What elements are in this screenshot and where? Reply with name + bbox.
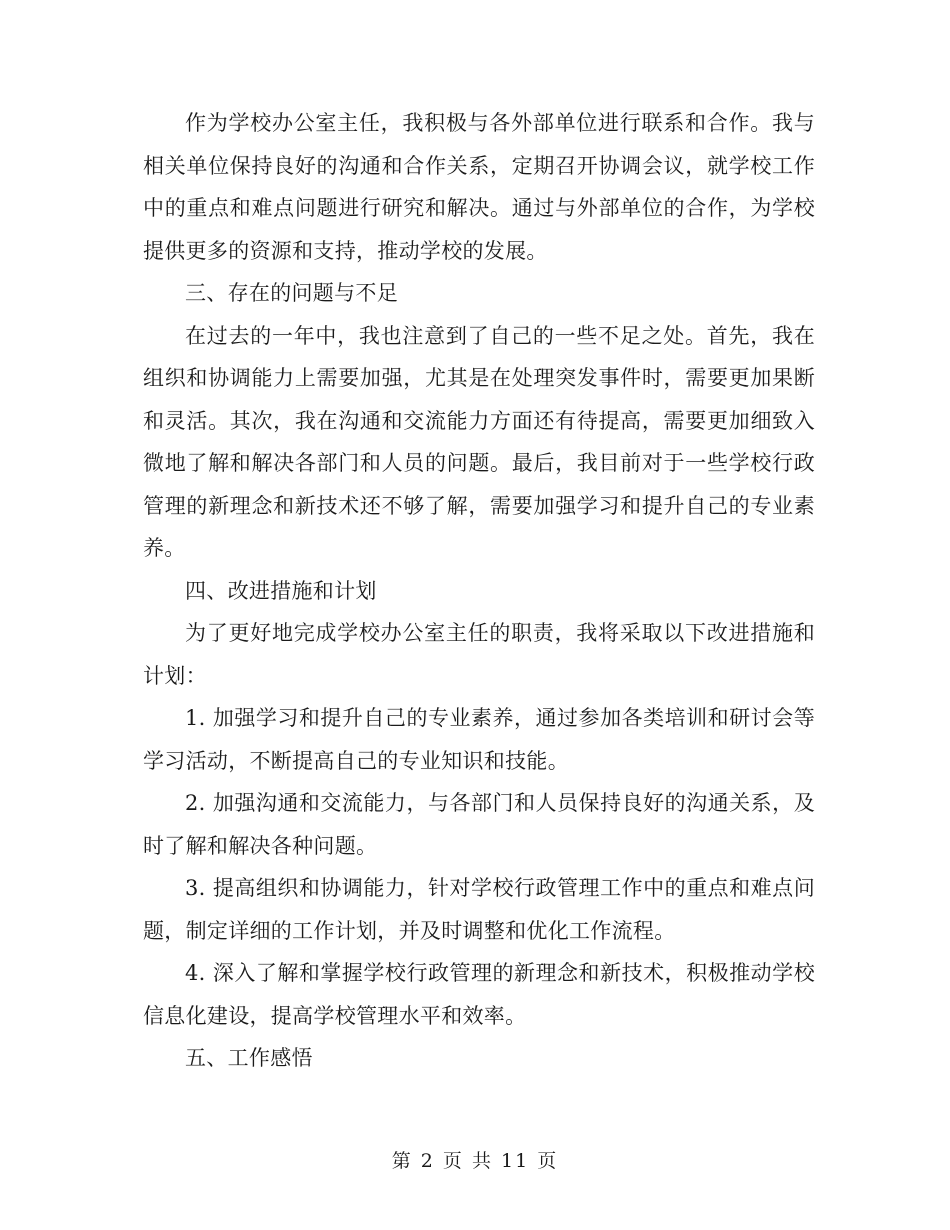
page-number-footer: 第 2 页 共 11 页 [391, 1150, 559, 1172]
list-item-1: 1. 加强学习和提升自己的专业素养，通过参加各类培训和研讨会等学习活动，不断提高自己的专业知识和技能。 [143, 706, 815, 773]
paragraph-improvement-intro: 为了更好地完成学校办公室主任的职责，我将采取以下改进措施和计划： [143, 621, 815, 688]
section-heading-problems: 三、存在的问题与不足 [185, 281, 398, 305]
document-body [143, 102, 815, 1080]
paragraph-external-cooperation: 作为学校办公室主任，我积极与各外部单位进行联系和合作。我与相关单位保持良好的沟通和合作关系，定期召开协调会议，就学校工作中的重点和难点问题进行研究和解决。通过与外部单位的合作，为学校提供更多的资源和支持，推动学校的发展。 [143, 111, 815, 263]
paragraph-shortcomings: 在过去的一年中，我也注意到了自己的一些不足之处。首先，我在组织和协调能力上需要加强，尤其是在处理突发事件时，需要更加果断和灵活。其次，我在沟通和交流能力方面还有待提高，需要更加细致入微地了解和解决各部门和人员的问题。最后，我目前对于一些学校行政管理的新理念和新技术还不够了解，需要加强学习和提升自己的专业素养。 [143, 323, 815, 560]
list-item-3: 3. 提高组织和协调能力，针对学校行政管理工作中的重点和难点问题，制定详细的工作计划，并及时调整和优化工作流程。 [143, 876, 815, 943]
section-heading-improvements: 四、改进措施和计划 [185, 578, 377, 603]
list-item-2: 2. 加强沟通和交流能力，与各部门和人员保持良好的沟通关系，及时了解和解决各种问题。 [143, 791, 815, 858]
section-heading-reflections: 五、工作感悟 [185, 1046, 313, 1070]
list-item-4: 4. 深入了解和掌握学校行政管理的新理念和新技术，积极推动学校信息化建设，提高学校管理水平和效率。 [143, 961, 815, 1028]
